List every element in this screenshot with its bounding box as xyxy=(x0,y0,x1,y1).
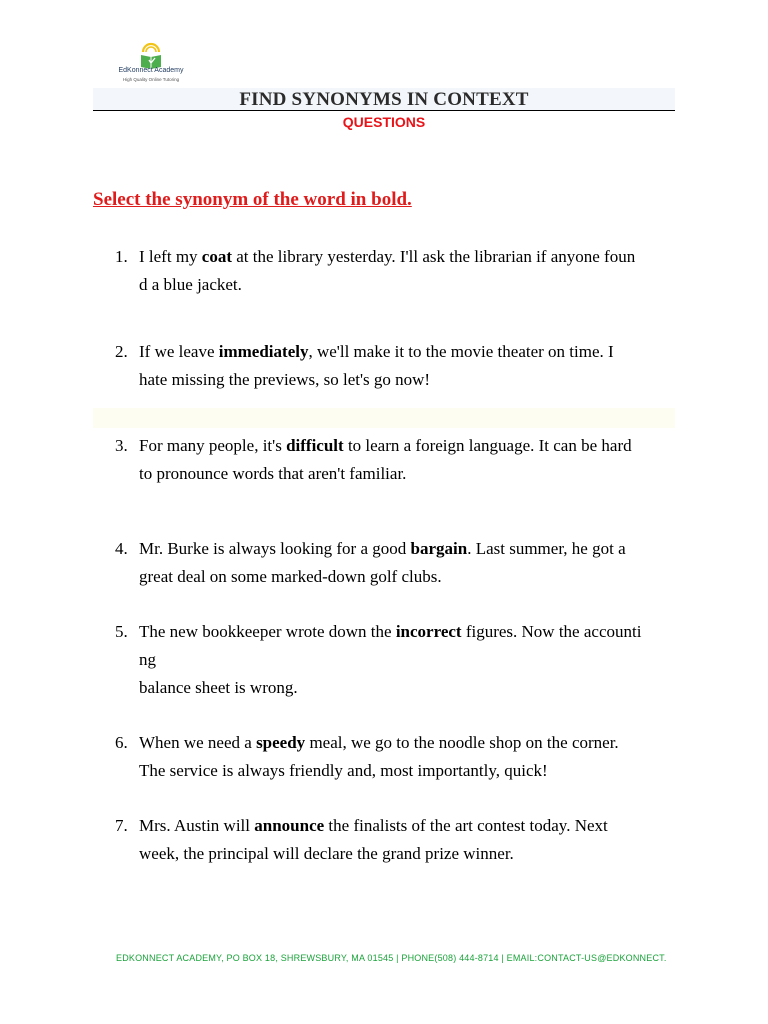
question-number: 4. xyxy=(115,539,128,558)
question-text xyxy=(139,432,675,488)
question-text xyxy=(139,729,675,785)
bold-keyword: speedy xyxy=(256,733,306,752)
page-subtitle: QUESTIONS xyxy=(342,114,426,130)
logo-name: EdKonnect Academy xyxy=(118,67,184,74)
question-text-segment: d a blue jacket. xyxy=(139,275,242,294)
question-text-segment: hate missing the previews, so let's go now! xyxy=(139,370,431,389)
academy-logo xyxy=(108,40,194,88)
question-number: 3. xyxy=(115,436,128,455)
question-number: 5. xyxy=(115,622,128,641)
question-text-segment: week, the principal will declare the grand prize winner. xyxy=(139,844,514,863)
question-text-segment: the finalists of the art contest today. Next xyxy=(324,816,608,835)
question-text-segment: balance sheet is wrong. xyxy=(139,678,298,697)
question-number: 2. xyxy=(115,342,128,361)
question-text-segment: great deal on some marked-down golf clubs. xyxy=(139,567,442,586)
question-text-segment: Mr. Burke is always looking for a good xyxy=(139,539,411,558)
question-text-segment: . Last summer, he got a xyxy=(467,539,626,558)
question-text-segment: The new bookkeeper wrote down the xyxy=(139,622,396,641)
bold-keyword: bargain xyxy=(410,539,468,558)
question-text xyxy=(139,243,675,299)
question-text xyxy=(139,812,675,868)
question-text-segment: I left my xyxy=(139,247,202,266)
book-lightbulb-logo-icon xyxy=(138,42,164,70)
question-text-segment: When we need a xyxy=(139,733,257,752)
bold-keyword: announce xyxy=(254,816,325,835)
question-number: 7. xyxy=(115,816,128,835)
question-text-segment: to learn a foreign language. It can be hard xyxy=(343,436,632,455)
footer-contact: EDKONNECT ACADEMY, PO BOX 18, SHREWSBURY, MA 01545 | PHONE(508) 444-8714 | EMAIL:CONTACT-US@EDKONNECT. xyxy=(116,953,667,963)
question-text xyxy=(139,535,675,591)
bold-keyword: difficult xyxy=(286,436,344,455)
question-text-segment: ng xyxy=(139,650,156,669)
instruction-heading: Select the synonym of the word in bold. xyxy=(93,189,412,210)
page-title: FIND SYNONYMS IN CONTEXT xyxy=(239,89,529,110)
question-text-segment: If we leave xyxy=(139,342,219,361)
question-text xyxy=(139,338,675,394)
question-text-segment: Mrs. Austin will xyxy=(139,816,255,835)
question-text-segment: The service is always friendly and, most importantly, quick! xyxy=(139,761,548,780)
question-text-segment: , we'll make it to the movie theater on time. I xyxy=(308,342,614,361)
bold-keyword: coat xyxy=(201,247,233,266)
bold-keyword: immediately xyxy=(218,342,309,361)
question-text-segment: to pronounce words that aren't familiar. xyxy=(139,464,407,483)
bold-keyword: incorrect xyxy=(395,622,462,641)
question-text-segment: figures. Now the accounti xyxy=(461,622,642,641)
question-text-segment: meal, we go to the noodle shop on the corner. xyxy=(305,733,619,752)
question-text-segment: For many people, it's xyxy=(139,436,287,455)
question-number: 6. xyxy=(115,733,128,752)
question-text xyxy=(139,618,675,702)
highlight-band xyxy=(93,408,675,428)
logo-tagline: High Quality Online Tutoring xyxy=(122,77,180,82)
question-number: 1. xyxy=(115,247,128,266)
question-text-segment: at the library yesterday. I'll ask the librarian if anyone foun xyxy=(232,247,636,266)
